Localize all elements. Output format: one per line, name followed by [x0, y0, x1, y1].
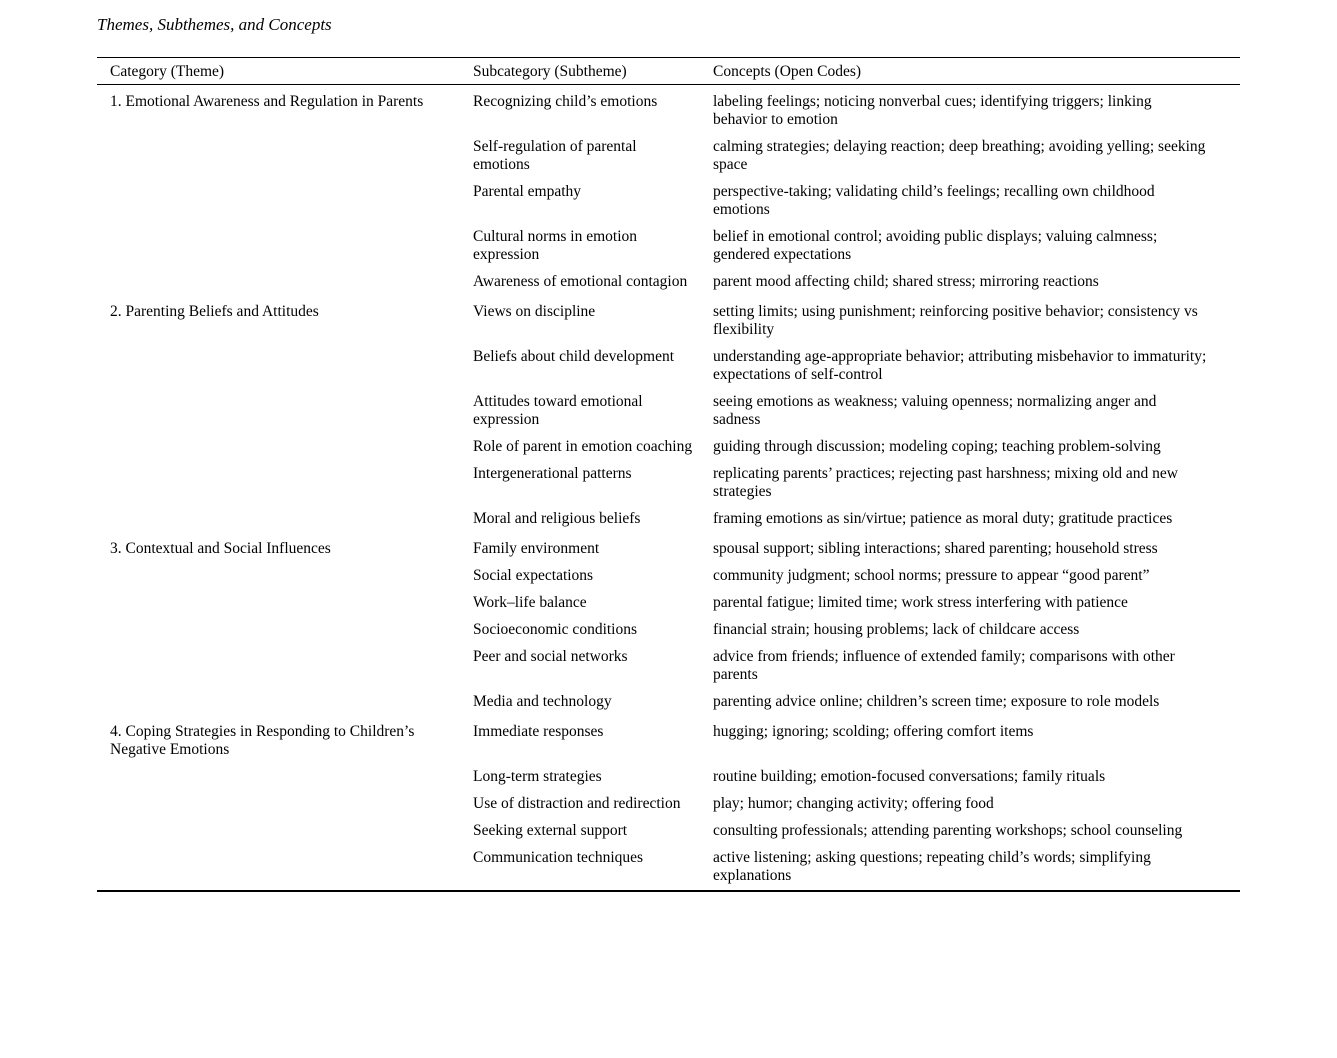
subtheme-row [473, 183, 1240, 219]
subtheme-cell: Work–life balance [473, 594, 587, 611]
concepts-cell: hugging; ignoring; scolding; offering comfort items [713, 723, 1034, 740]
subtheme-rows [473, 303, 1240, 528]
subtheme-cell: Peer and social networks [473, 648, 628, 665]
concepts-cell: consulting professionals; attending parenting workshops; school counseling [713, 822, 1183, 839]
subtheme-cell: Self-regulation of parental emotions [473, 138, 637, 173]
subtheme-row [473, 648, 1240, 684]
concepts-cell: framing emotions as sin/virtue; patience as moral duty; gratitude practices [713, 510, 1173, 527]
concepts-cell: seeing emotions as weakness; valuing openness; normalizing anger and sadness [713, 393, 1157, 428]
table-title: Themes, Subthemes, and Concepts [97, 15, 332, 34]
concepts-cell: active listening; asking questions; repeating child’s words; simplifying explanations [713, 849, 1151, 884]
subtheme-cell: Immediate responses [473, 723, 604, 740]
concepts-cell: spousal support; sibling interactions; shared parenting; household stress [713, 540, 1158, 557]
subtheme-cell: Attitudes toward emotional expression [473, 393, 643, 428]
subtheme-row [473, 510, 1240, 528]
subtheme-row [473, 93, 1240, 129]
subtheme-cell: Communication techniques [473, 849, 644, 866]
category-cell: 4. Coping Strategies in Responding to Children’s Negative Emotions [110, 723, 415, 758]
subtheme-cell: Long-term strategies [473, 768, 602, 785]
subtheme-row [473, 438, 1240, 456]
subtheme-cell: Cultural norms in emotion expression [473, 228, 638, 263]
subtheme-cell: Moral and religious beliefs [473, 510, 641, 527]
concepts-cell: labeling feelings; noticing nonverbal cues; identifying triggers; linking behavior to emotion [713, 93, 1152, 128]
subtheme-cell: Family environment [473, 540, 600, 557]
subtheme-row [473, 465, 1240, 501]
subtheme-row [473, 138, 1240, 174]
subtheme-cell: Beliefs about child development [473, 348, 675, 365]
subtheme-row [473, 723, 1240, 741]
concepts-cell: setting limits; using punishment; reinforcing positive behavior; consistency vs flexibility [713, 303, 1198, 338]
subtheme-cell: Use of distraction and redirection [473, 795, 681, 812]
themes-table [97, 57, 1240, 892]
theme-row [97, 93, 1240, 291]
subtheme-row [473, 273, 1240, 291]
header-category: Category (Theme) [110, 63, 225, 80]
concepts-cell: belief in emotional control; avoiding public displays; valuing calmness; gendered expectations [713, 228, 1158, 263]
subtheme-row [473, 594, 1240, 612]
subtheme-row [473, 621, 1240, 639]
concepts-cell: guiding through discussion; modeling coping; teaching problem-solving [713, 438, 1161, 455]
header-subcategory: Subcategory (Subtheme) [473, 63, 627, 80]
subtheme-row [473, 228, 1240, 264]
header-concepts: Concepts (Open Codes) [713, 63, 862, 80]
subtheme-row [473, 849, 1240, 885]
concepts-cell: advice from friends; influence of extended family; comparisons with other parents [713, 648, 1175, 683]
concepts-cell: replicating parents’ practices; rejecting past harshness; mixing old and new strategies [713, 465, 1178, 500]
subtheme-cell: Social expectations [473, 567, 594, 584]
subtheme-cell: Awareness of emotional contagion [473, 273, 688, 290]
subtheme-row [473, 567, 1240, 585]
subtheme-cell: Seeking external support [473, 822, 628, 839]
theme-row [97, 540, 1240, 711]
concepts-cell: parenting advice online; children’s screen time; exposure to role models [713, 693, 1160, 710]
concepts-cell: financial strain; housing problems; lack of childcare access [713, 621, 1080, 638]
concepts-cell: community judgment; school norms; pressure to appear “good parent” [713, 567, 1150, 584]
subtheme-cell: Media and technology [473, 693, 612, 710]
subtheme-row [473, 348, 1240, 384]
concepts-cell: calming strategies; delaying reaction; deep breathing; avoiding yelling; seeking space [713, 138, 1206, 173]
concepts-cell: perspective-taking; validating child’s feelings; recalling own childhood emotions [713, 183, 1155, 218]
category-cell: 3. Contextual and Social Influences [110, 540, 331, 557]
category-cell: 2. Parenting Beliefs and Attitudes [110, 303, 319, 320]
table-body [97, 85, 1240, 890]
subtheme-row [473, 822, 1240, 840]
theme-row [97, 723, 1240, 885]
concepts-cell: routine building; emotion-focused conversations; family rituals [713, 768, 1106, 785]
document-page [0, 14, 1337, 1058]
concepts-cell: understanding age-appropriate behavior; attributing misbehavior to immaturity; expectations of self-control [713, 348, 1207, 383]
subtheme-row [473, 795, 1240, 813]
subtheme-rows [473, 93, 1240, 291]
subtheme-row [473, 393, 1240, 429]
concepts-cell: parental fatigue; limited time; work stress interfering with patience [713, 594, 1128, 611]
subtheme-rows [473, 723, 1240, 885]
subtheme-cell: Views on discipline [473, 303, 596, 320]
subtheme-row [473, 768, 1240, 786]
subtheme-row [473, 303, 1240, 339]
theme-row [97, 303, 1240, 528]
subtheme-rows [473, 540, 1240, 711]
subtheme-row [473, 540, 1240, 558]
subtheme-cell: Recognizing child’s emotions [473, 93, 658, 110]
subtheme-cell: Socioeconomic conditions [473, 621, 638, 638]
subtheme-cell: Role of parent in emotion coaching [473, 438, 693, 455]
table-header-row [97, 58, 1240, 85]
concepts-cell: parent mood affecting child; shared stress; mirroring reactions [713, 273, 1099, 290]
subtheme-cell: Parental empathy [473, 183, 582, 200]
subtheme-cell: Intergenerational patterns [473, 465, 632, 482]
subtheme-row [473, 693, 1240, 711]
concepts-cell: play; humor; changing activity; offering food [713, 795, 994, 812]
category-cell: 1. Emotional Awareness and Regulation in Parents [110, 93, 424, 110]
